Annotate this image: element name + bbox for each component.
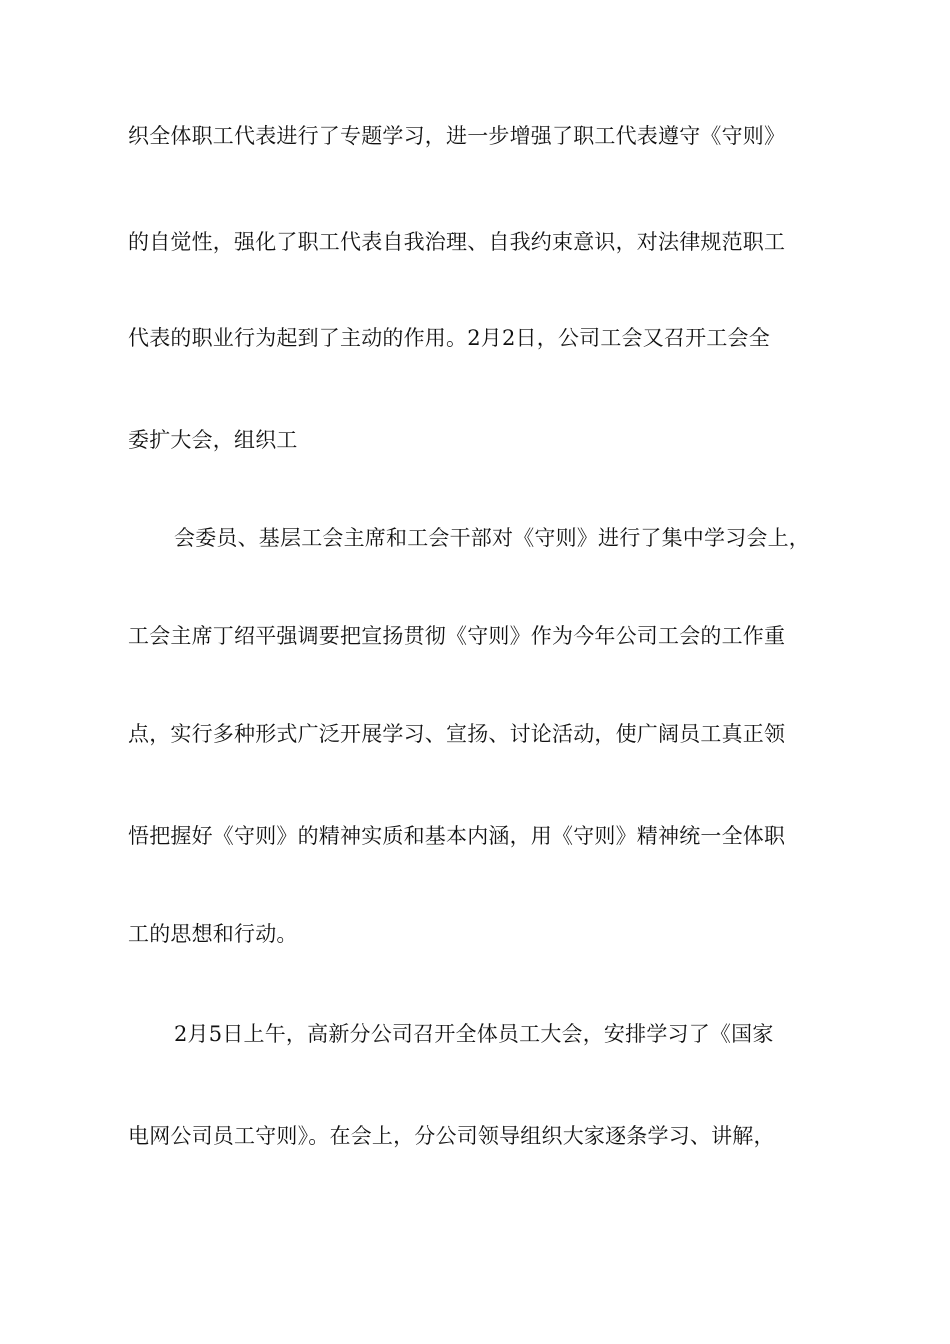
text-line-2: 的自觉性，强化了职工代表自我治理、自我约束意识，对法律规范职工 <box>128 230 786 254</box>
text-line-8: 悟把握好《守则》的精神实质和基本内涵，用《守则》精神统一全体职 <box>128 824 786 848</box>
text-line-4: 委扩大会，组织工 <box>128 428 298 452</box>
text-line-5: 会委员、基层工会主席和工会干部对《守则》进行了集中学习会上， <box>174 526 810 550</box>
text-line-3: 代表的职业行为起到了主动的作用。2月2日，公司工会又召开工会全 <box>128 326 770 350</box>
text-line-6: 工会主席丁绍平强调要把宣扬贯彻《守则》作为今年公司工会的工作重 <box>128 624 786 648</box>
text-line-1: 织全体职工代表进行了专题学习，进一步增强了职工代表遵守《守则》 <box>128 124 786 148</box>
text-line-7: 点，实行多种形式广泛开展学习、宣扬、讨论活动，使广阔员工真正领 <box>128 722 786 746</box>
text-line-10: 2月5日上午，高新分公司召开全体员工大会，安排学习了《国家 <box>174 1022 774 1046</box>
text-line-9: 工的思想和行动。 <box>128 922 298 946</box>
text-line-11: 电网公司员工守则》。在会上，分公司领导组织大家逐条学习、讲解， <box>128 1124 775 1148</box>
